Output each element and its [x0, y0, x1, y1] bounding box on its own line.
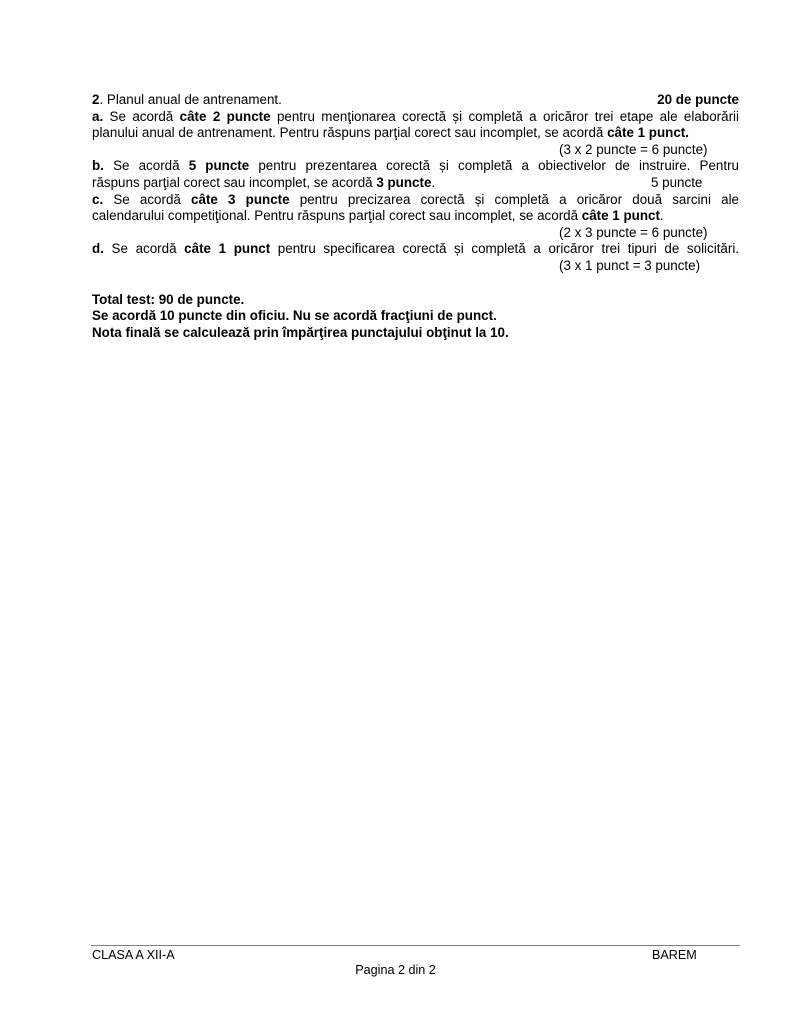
item-b-score: 5 puncte: [651, 174, 703, 190]
oficiu-line: Se acordă 10 puncte din oficiu. Nu se acordă fracţiuni de punct.: [92, 308, 497, 324]
item-c-line-1: c. Se acordă câte 3 puncte pentru precizarea corectă și completă a oricăror două sarcini ale: [92, 191, 739, 207]
footer-page-number: Pagina 2 din 2: [355, 963, 436, 977]
footer-doc-type: BAREM: [652, 948, 697, 962]
section-points: 20 de puncte: [657, 92, 739, 107]
item-a-line-1: a. Se acordă câte 2 puncte pentru menţionarea corectă și completă a oricăror trei etape ale elaborării: [92, 108, 739, 124]
footer-class: CLASA A XII-A: [92, 948, 175, 962]
item-d-line-1: d. Se acordă câte 1 punct pentru specificarea corectă și completă a oricăror trei tipuri de solicitări.: [92, 241, 740, 257]
item-a-score: (3 x 2 puncte = 6 puncte): [559, 141, 708, 157]
item-c-line-2: calendarului competiţional. Pentru răspuns parţial corect sau incomplet, se acordă câte 1 punct.: [92, 208, 664, 224]
section-heading: [92, 92, 739, 109]
nota-line: Nota finală se calculează prin împărţirea punctajului obţinut la 10.: [92, 324, 509, 340]
document-body: [92, 92, 739, 341]
item-b-line-1: b. Se acordă 5 puncte pentru prezentarea corectă și completă a obiectivelor de instruire. Pentru: [92, 158, 739, 174]
footer-divider: [91, 945, 740, 946]
section-title: 2. Planul anual de antrenament.: [92, 92, 282, 107]
item-b-line-2: răspuns parţial corect sau incomplet, se acordă 3 puncte. 5 puncte: [92, 174, 703, 190]
item-c-score: (2 x 3 puncte = 6 puncte): [559, 224, 708, 240]
total-line: Total test: 90 de puncte.: [92, 291, 245, 307]
item-a-line-2: planului anual de antrenament. Pentru răspuns parţial corect sau incomplet, se acordă câte 1 punct.: [92, 125, 689, 141]
item-d-score: (3 x 1 punct = 3 puncte): [559, 257, 701, 273]
